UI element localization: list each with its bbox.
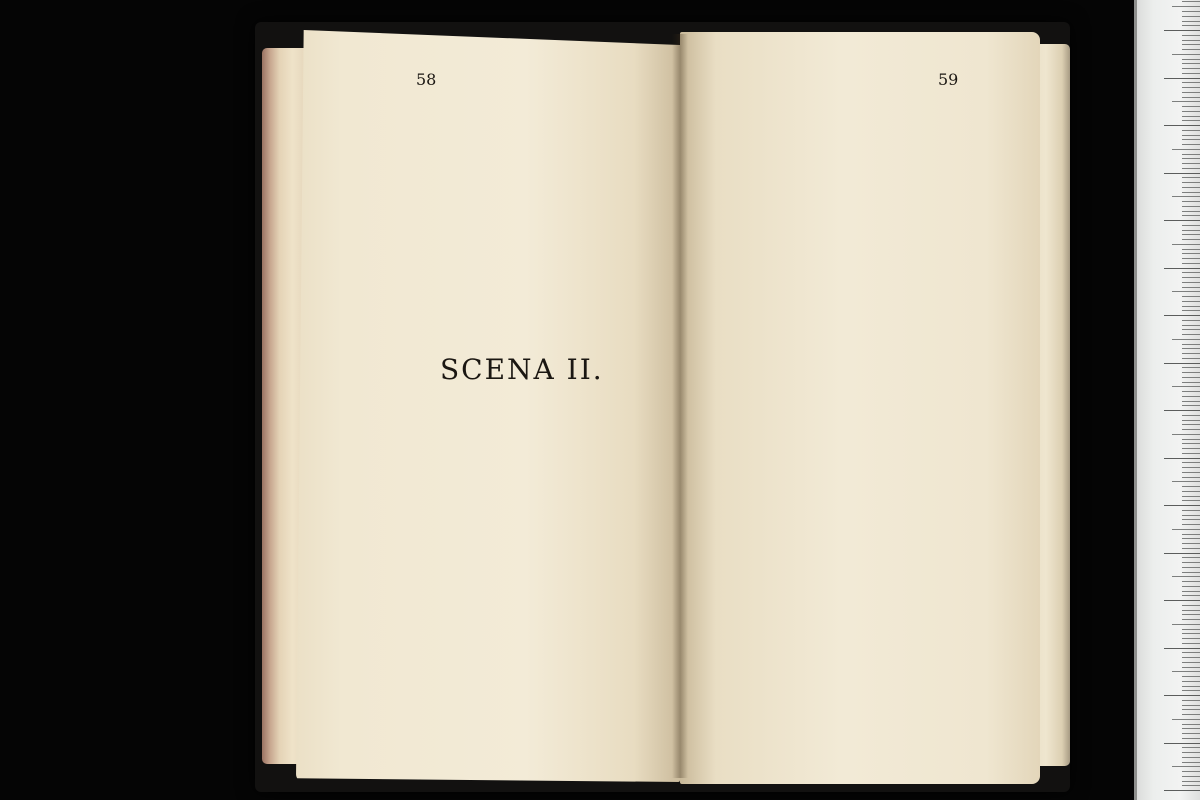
ruler-tick (1182, 443, 1200, 444)
ruler-tick (1164, 600, 1200, 601)
ruler-tick (1182, 206, 1200, 207)
left-page-number: 58 (416, 70, 437, 89)
ruler-tick (1182, 619, 1200, 620)
ruler-tick (1164, 743, 1200, 744)
ruler-tick (1182, 424, 1200, 425)
ruler-tick (1182, 367, 1200, 368)
ruler-tick (1182, 139, 1200, 140)
ruler-tick (1172, 719, 1200, 720)
ruler-tick (1182, 657, 1200, 658)
ruler-tick (1172, 386, 1200, 387)
ruler-tick (1172, 339, 1200, 340)
ruler-tick (1182, 201, 1200, 202)
ruler-tick (1182, 353, 1200, 354)
ruler-tick (1182, 486, 1200, 487)
ruler-tick (1182, 144, 1200, 145)
ruler-tick (1182, 686, 1200, 687)
ruler-tick (1182, 21, 1200, 22)
ruler-tick (1182, 272, 1200, 273)
ruler-tick (1182, 747, 1200, 748)
ruler-tick (1182, 372, 1200, 373)
ruler-tick (1182, 258, 1200, 259)
ruler-tick (1182, 253, 1200, 254)
ruler-tick (1182, 467, 1200, 468)
ruler-tick (1182, 135, 1200, 136)
ruler-tick (1172, 671, 1200, 672)
book-gutter (672, 34, 688, 778)
ruler-tick (1182, 572, 1200, 573)
ruler-tick (1182, 87, 1200, 88)
ruler-tick (1182, 111, 1200, 112)
ruler-tick (1182, 728, 1200, 729)
ruler-tick (1182, 225, 1200, 226)
ruler-tick (1182, 629, 1200, 630)
ruler-tick (1182, 287, 1200, 288)
ruler-tick (1182, 1, 1200, 2)
ruler-tick (1182, 277, 1200, 278)
ruler-tick (1182, 49, 1200, 50)
ruler-tick (1182, 472, 1200, 473)
ruler-tick (1182, 662, 1200, 663)
ruler-tick (1164, 363, 1200, 364)
ruler-tick (1182, 581, 1200, 582)
ruler-tick (1182, 234, 1200, 235)
ruler-tick (1182, 415, 1200, 416)
ruler-tick (1182, 215, 1200, 216)
ruler-tick (1172, 291, 1200, 292)
ruler-tick (1182, 192, 1200, 193)
ruler-tick (1182, 733, 1200, 734)
ruler-tick (1182, 591, 1200, 592)
ruler-tick (1164, 505, 1200, 506)
ruler-tick (1182, 120, 1200, 121)
ruler-tick (1182, 705, 1200, 706)
ruler-tick (1182, 329, 1200, 330)
ruler-tick (1182, 334, 1200, 335)
ruler-tick (1182, 595, 1200, 596)
ruler-tick (1172, 766, 1200, 767)
ruler-tick (1182, 82, 1200, 83)
ruler-tick (1182, 496, 1200, 497)
ruler-tick (1182, 320, 1200, 321)
ruler-tick (1182, 781, 1200, 782)
ruler-tick (1164, 30, 1200, 31)
ruler-tick (1182, 757, 1200, 758)
ruler-tick (1182, 448, 1200, 449)
ruler-tick (1182, 182, 1200, 183)
ruler-tick (1164, 220, 1200, 221)
ruler-edge (1134, 0, 1137, 800)
ruler-tick (1182, 633, 1200, 634)
ruler-tick (1172, 624, 1200, 625)
ruler-tick (1182, 187, 1200, 188)
ruler-tick (1172, 196, 1200, 197)
ruler-tick (1182, 462, 1200, 463)
ruler-tick (1182, 163, 1200, 164)
ruler-tick (1182, 785, 1200, 786)
scene-heading: SCENA II. (440, 353, 604, 386)
ruler-tick (1164, 790, 1200, 791)
right-page-number: 59 (938, 70, 959, 89)
ruler-tick (1182, 500, 1200, 501)
ruler-tick (1182, 296, 1200, 297)
ruler-tick (1182, 776, 1200, 777)
ruler-tick (1182, 40, 1200, 41)
ruler-tick (1164, 695, 1200, 696)
ruler-tick (1172, 149, 1200, 150)
ruler-tick (1182, 391, 1200, 392)
ruler-tick (1172, 244, 1200, 245)
ruler-tick (1182, 59, 1200, 60)
ruler-tick (1182, 25, 1200, 26)
ruler-tick (1182, 325, 1200, 326)
ruler-tick (1172, 6, 1200, 7)
right-page (680, 32, 1040, 784)
ruler-tick (1182, 614, 1200, 615)
ruler-tick (1172, 481, 1200, 482)
ruler-tick (1164, 173, 1200, 174)
ruler-tick (1182, 510, 1200, 511)
ruler-tick (1182, 429, 1200, 430)
ruler-tick (1182, 154, 1200, 155)
ruler-tick (1164, 458, 1200, 459)
ruler-tick (1182, 643, 1200, 644)
ruler-tick (1182, 401, 1200, 402)
ruler-tick (1182, 168, 1200, 169)
ruler-tick (1182, 116, 1200, 117)
ruler-tick (1182, 63, 1200, 64)
ruler-tick (1182, 282, 1200, 283)
ruler-tick (1172, 101, 1200, 102)
ruler-tick (1182, 16, 1200, 17)
ruler-tick (1182, 239, 1200, 240)
ruler-tick (1182, 491, 1200, 492)
left-page (296, 30, 680, 782)
ruler-tick (1182, 382, 1200, 383)
ruler-tick (1182, 690, 1200, 691)
ruler-tick (1182, 676, 1200, 677)
ruler-tick (1182, 211, 1200, 212)
ruler-tick (1182, 667, 1200, 668)
ruler-tick (1182, 68, 1200, 69)
ruler-tick (1182, 439, 1200, 440)
ruler-tick (1182, 396, 1200, 397)
ruler-tick (1182, 97, 1200, 98)
ruler-tick (1164, 78, 1200, 79)
ruler-tick (1182, 11, 1200, 12)
ruler-tick (1182, 548, 1200, 549)
ruler-tick (1164, 125, 1200, 126)
ruler-tick (1182, 377, 1200, 378)
ruler-tick (1182, 310, 1200, 311)
ruler-tick (1182, 405, 1200, 406)
ruler-tick (1164, 410, 1200, 411)
ruler-tick (1164, 553, 1200, 554)
ruler-tick (1182, 106, 1200, 107)
ruler-tick (1182, 714, 1200, 715)
ruler-tick (1172, 54, 1200, 55)
ruler-tick (1182, 130, 1200, 131)
ruler-tick (1182, 524, 1200, 525)
ruler-tick (1182, 700, 1200, 701)
ruler-tick (1182, 35, 1200, 36)
ruler-tick (1172, 576, 1200, 577)
ruler-tick (1182, 543, 1200, 544)
ruler-tick (1164, 315, 1200, 316)
ruler-tick (1182, 681, 1200, 682)
ruler-tick (1182, 752, 1200, 753)
ruler-tick (1182, 348, 1200, 349)
ruler-tick (1182, 762, 1200, 763)
ruler-tick (1182, 420, 1200, 421)
ruler-tick (1182, 738, 1200, 739)
ruler-tick (1182, 358, 1200, 359)
ruler-tick (1182, 605, 1200, 606)
ruler-tick (1182, 771, 1200, 772)
ruler-tick (1182, 515, 1200, 516)
ruler-tick (1182, 586, 1200, 587)
ruler-tick (1182, 177, 1200, 178)
ruler-tick (1182, 249, 1200, 250)
ruler-tick (1182, 92, 1200, 93)
ruler-tick (1182, 453, 1200, 454)
ruler-tick (1164, 648, 1200, 649)
ruler-tick (1172, 529, 1200, 530)
ruler-tick (1182, 562, 1200, 563)
ruler-tick (1182, 724, 1200, 725)
ruler-tick (1182, 638, 1200, 639)
ruler-tick (1182, 263, 1200, 264)
ruler-tick (1182, 709, 1200, 710)
ruler-tick (1182, 44, 1200, 45)
ruler-tick (1182, 652, 1200, 653)
ruler-tick (1182, 567, 1200, 568)
ruler-tick (1164, 268, 1200, 269)
ruler-tick (1182, 519, 1200, 520)
ruler-tick (1182, 301, 1200, 302)
ruler-tick (1172, 434, 1200, 435)
ruler-tick (1182, 158, 1200, 159)
ruler-tick (1182, 534, 1200, 535)
ruler-tick (1182, 610, 1200, 611)
ruler-tick (1182, 73, 1200, 74)
ruler-tick (1182, 306, 1200, 307)
ruler-tick (1182, 344, 1200, 345)
ruler-tick (1182, 538, 1200, 539)
ruler-tick (1182, 477, 1200, 478)
ruler-tick (1182, 557, 1200, 558)
ruler-tick (1182, 230, 1200, 231)
